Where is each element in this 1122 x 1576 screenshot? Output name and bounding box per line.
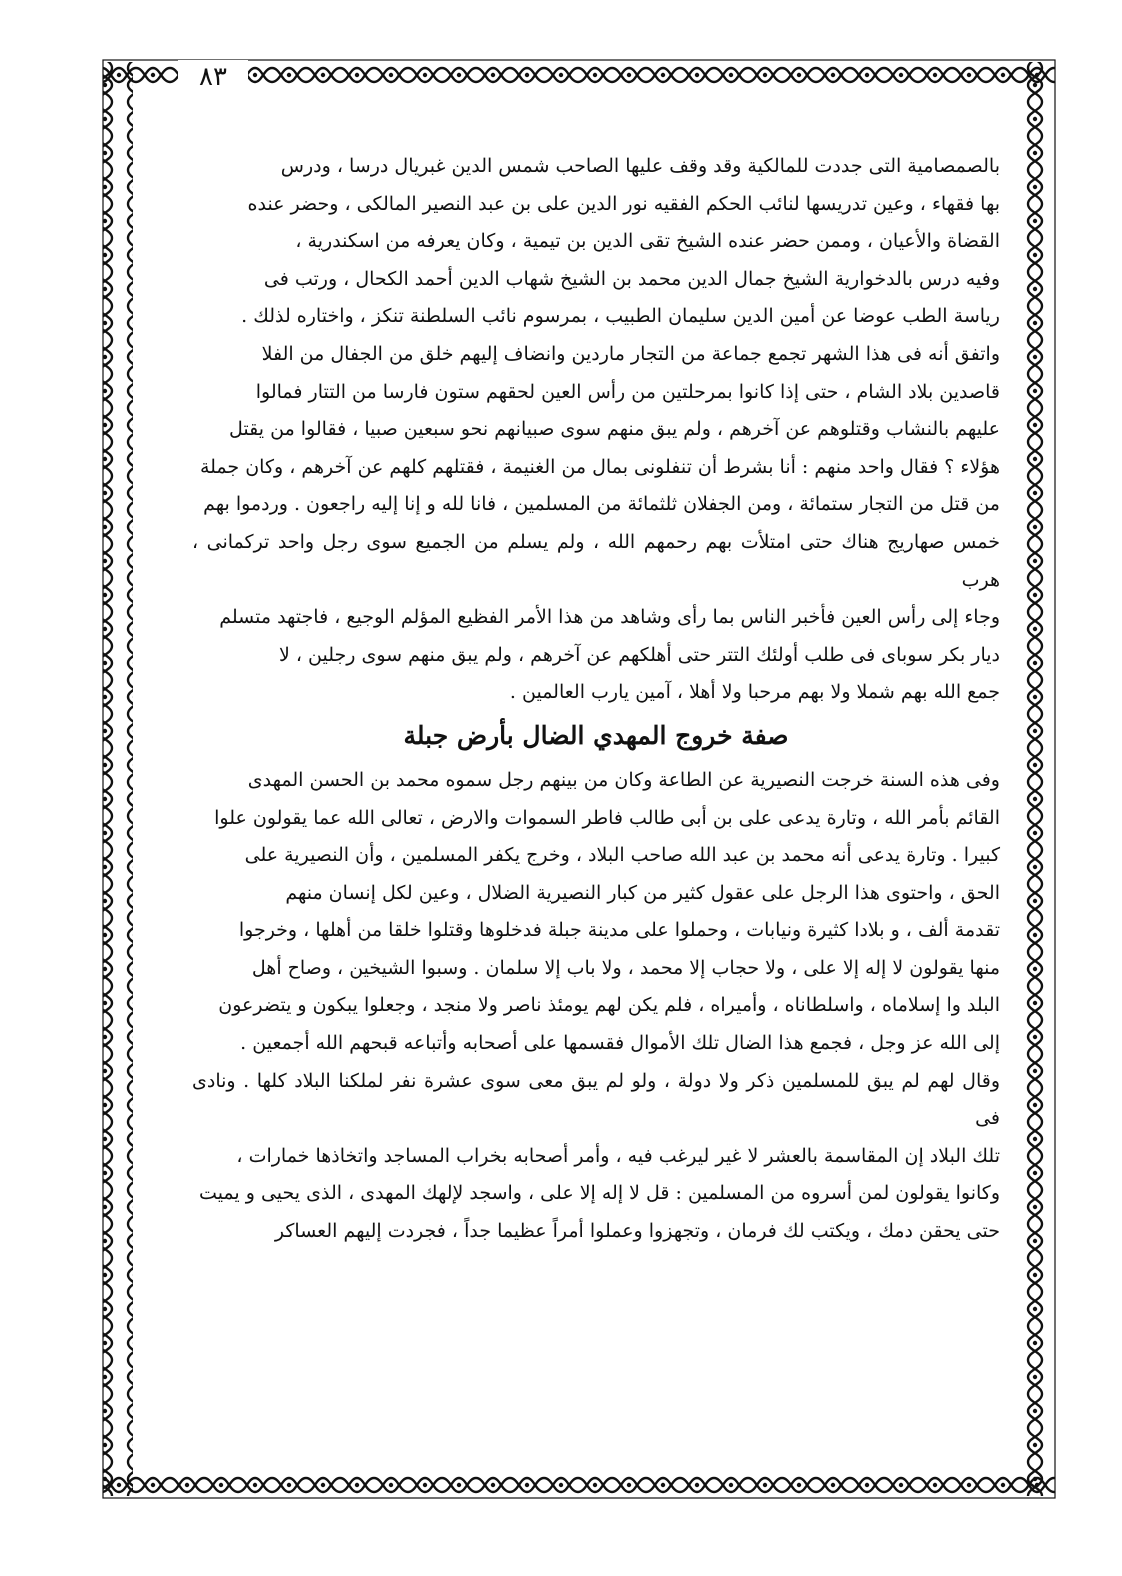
text-line: وجاء إلى رأس العين فأخبر الناس بما رأى وشاهد من هذا الأمر الفظيع المؤلم الوجيع ، فاجتهد متسلم	[219, 606, 1000, 629]
text-line: ديار بكر سوباى فى طلب أولئك التتر حتى أهلكهم عن آخرهم ، ولم يبق منهم سوى رجلين ، لا	[278, 643, 1000, 666]
paragraph-2	[192, 762, 1000, 1251]
text-line: جمع الله بهم شملا ولا بهم مرحبا ولا أهلا ، آمين يارب العالمين .	[509, 681, 1000, 704]
text-line: بالصمصامية التى جددت للمالكية وقد وقف عليها الصاحب شمس الدين غبريال درسا ، ودرس	[280, 155, 1000, 177]
text-line: عليهم بالنشاب وقتلوهم عن آخرهم ، ولم يبق منهم سوى صبيانهم نحو سبعين صبيا ، فقالوا من يقتل	[229, 418, 1000, 441]
page-number: ٨٣	[178, 60, 248, 94]
text-line: وقال لهم لم يبق للمسلمين ذكر ولا دولة ، ولو لم يبق معى سوى عشرة نفر لملكنا البلاد كلها . ونادى فى	[192, 1069, 1000, 1130]
text-line: خمس صهاريج هناك حتى امتلأت بهم رحمهم الله ، ولم يسلم من الجميع سوى رجل واحد تركمانى ، هرب	[192, 530, 1000, 591]
text-line: حتى يحقن دمك ، ويكتب لك فرمان ، وتجهزوا وعملوا أمراً عظيما جداً ، فجردت إليهم العساكر	[274, 1220, 1000, 1243]
text-line: القضاة والأعيان ، وممن حضر عنده الشيخ تقى الدين بن تيمية ، وكان يعرفه من اسكندرية ،	[295, 230, 1000, 253]
text-line: تقدمة ألف ، و بلادا كثيرة ونيابات ، وحملوا على مدينة جبلة فدخلوها وقتلوا خلقا من أهلها ، وخرجوا	[238, 919, 1000, 942]
text-line: وفى هذه السنة خرجت النصيرية عن الطاعة وكان من بينهم رجل سموه محمد بن الحسن المهدى	[247, 768, 1000, 791]
text-line: القائم بأمر الله ، وتارة يدعى على بن أبى طالب فاطر السموات والارض ، تعالى الله عما يقولون علوا	[214, 806, 1000, 829]
text-line: بها فقهاء ، وعين تدريسها لنائب الحكم الفقيه نور الدين على بن عبد النصير المالكى ، وحضر عنده	[247, 192, 1000, 215]
text-line: رياسة الطب عوضا عن أمين الدين سليمان الطبيب ، بمرسوم نائب السلطنة تنكز ، واختاره لذلك .	[241, 305, 1000, 328]
section-heading: صفة خروج المهدي الضال بأرض جبلة	[403, 720, 789, 750]
text-line: هؤلاء ؟ فقال واحد منهم : أنا بشرط أن تنفلونى بمال من الغنيمة ، فقتلهم كلهم عن آخرهم ، وكان جملة	[199, 455, 1000, 478]
text-line: الحق ، واحتوى هذا الرجل على عقول كثير من كبار النصيرية الضلال ، وعين لكل إنسان منهم	[285, 881, 1000, 904]
text-line: قاصدين بلاد الشام ، حتى إذا كانوا بمرحلتين من رأس العين لحقهم ستون فارسا من التتار فمالوا	[255, 380, 1000, 403]
text-line: من قتل من التجار ستمائة ، ومن الجفلان ثلثمائة من المسلمين ، فانا لله و إنا إليه راجعون . وردموا بهم	[203, 493, 1000, 516]
page-body	[192, 148, 1000, 1251]
text-line: كبيرا . وتارة يدعى أنه محمد بن عبد الله صاحب البلاد ، وخرج يكفر المسلمين ، وأن النصيرية على	[244, 844, 1000, 867]
text-line: واتفق أنه فى هذا الشهر تجمع جماعة من التجار ماردين وانضاف إليهم خلق من الجفال من الفلا	[261, 342, 1000, 365]
text-line: وكانوا يقولون لمن أسروه من المسلمين : قل لا إله إلا على ، واسجد لإلهك المهدى ، الذى يحيى و يميت	[199, 1182, 1000, 1205]
text-line: وفيه درس بالدخوارية الشيخ جمال الدين محمد بن الشيخ شهاب الدين أحمد الكحال ، ورتب فى	[263, 267, 1000, 290]
text-line: تلك البلاد إن المقاسمة بالعشر لا غير ليرغب فيه ، وأمر أصحابه بخراب المساجد واتخاذها خمارات ،	[236, 1144, 1000, 1167]
paragraph-1	[192, 148, 1000, 712]
text-line: البلد وا إسلاماه ، واسلطاناه ، وأميراه ، فلم يكن لهم يومئذ ناصر ولا منجد ، وجعلوا يبكون و يتضرعون	[218, 994, 1000, 1017]
text-line: منها يقولون لا إله إلا على ، ولا حجاب إلا محمد ، ولا باب إلا سلمان . وسبوا الشيخين ، وصاح أهل	[251, 956, 1000, 979]
text-line: إلى الله عز وجل ، فجمع هذا الضال تلك الأموال فقسمها على أصحابه وأتباعه قبحهم الله أجمعين .	[240, 1032, 1000, 1055]
